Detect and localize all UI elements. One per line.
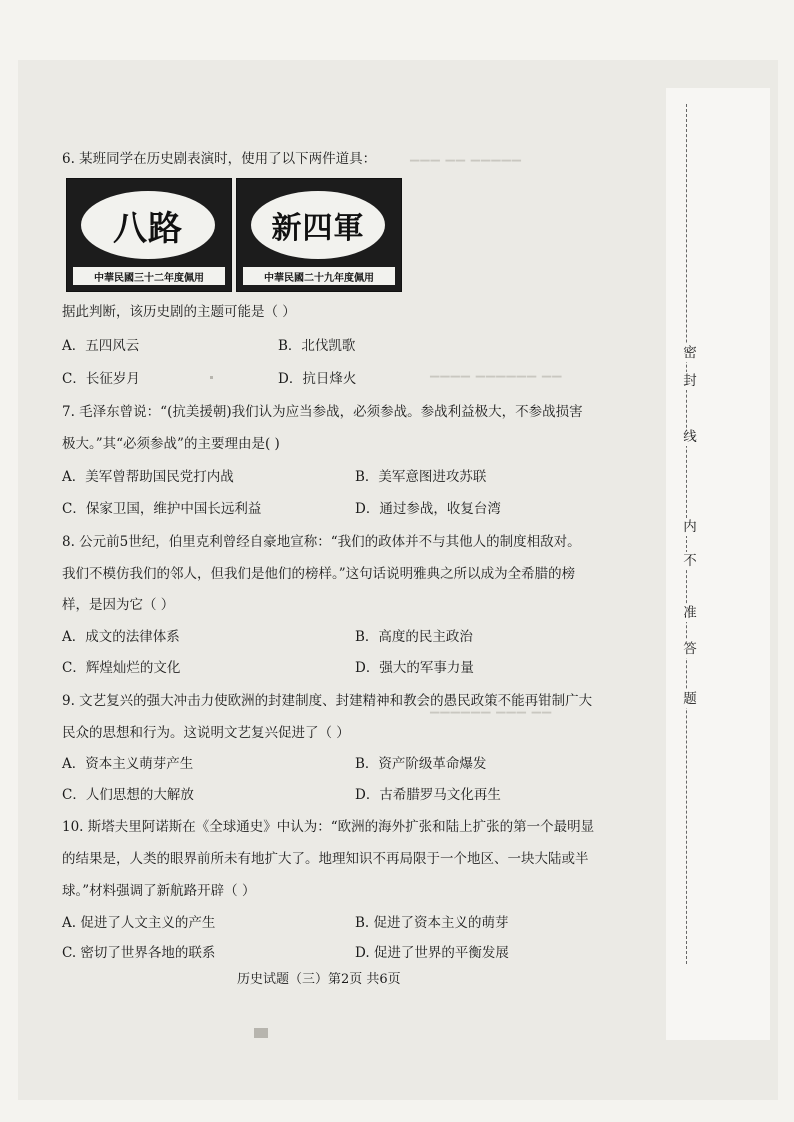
badge-title: 八路: [113, 208, 183, 249]
option-a: A．资本主义萌芽产生: [62, 756, 194, 772]
seal-char: 封: [681, 372, 699, 390]
option-b: B．资产阶级革命爆发: [355, 756, 487, 772]
question-9-stem-line1: 9. 文艺复兴的强大冲击力使欧洲的封建制度、封建精神和教会的愚民政策不能再钳制广大: [62, 693, 593, 709]
question-8-stem-line3: 样，是因为它（ ）: [62, 597, 175, 613]
option-d: D．强大的军事力量: [355, 660, 474, 676]
badge-title: 新四軍: [271, 211, 365, 246]
badge-balu: [66, 178, 232, 292]
option-d: D. 促进了世界的平衡发展: [355, 945, 509, 961]
question-6-prompt: 据此判断，该历史剧的主题可能是（ ）: [62, 304, 296, 320]
bleed-through-mark: ▔▔▔▔▔▔ ▔▔▔ ▔▔: [430, 712, 553, 726]
prop-badges: [66, 178, 400, 292]
option-d: D．通过参战，收复台湾: [355, 501, 501, 517]
option-a: A．五四风云: [62, 338, 140, 354]
option-c: C．保家卫国，维护中国长远利益: [62, 501, 262, 517]
option-b: B．美军意图进攻苏联: [355, 469, 487, 485]
question-10-stem-line2: 的结果是，人类的眼界前所未有地扩大了。地理知识不再局限于一个地区、一块大陆或半: [62, 851, 589, 867]
question-6-stem: 6. 某班同学在历史剧表演时，使用了以下两件道具：: [62, 151, 377, 167]
question-9-stem-line2: 民众的思想和行为。这说明文艺复兴促进了（ ）: [62, 725, 350, 741]
seal-char: 准: [681, 604, 699, 622]
option-d: D．古希腊罗马文化再生: [355, 787, 501, 803]
question-8-stem-line1: 8. 公元前5世纪，伯里克利曾经自豪地宣称：“我们的政体并不与其他人的制度相敌对。: [62, 534, 581, 550]
option-b: B．北伐凯歌: [278, 338, 356, 354]
option-a: A．美军曾帮助国民党打内战: [62, 469, 234, 485]
option-a: A．成文的法律体系: [62, 629, 180, 645]
question-7-stem-line1: 7. 毛泽东曾说：“(抗美援朝)我们认为应当参战，必须参战。参战利益极大，不参战损害: [62, 404, 583, 420]
question-8-stem-line2: 我们不模仿我们的邻人，但我们是他们的榜样。”这句话说明雅典之所以成为全希腊的榜: [62, 566, 576, 582]
option-c: C．人们思想的大解放: [62, 787, 194, 803]
seal-char: 密: [681, 344, 699, 362]
bleed-through-mark: ▔▔▔▔ ▔▔▔▔▔▔ ▔▔: [430, 376, 563, 390]
question-10-stem-line3: 球。”材料强调了新航路开辟（ ）: [62, 883, 256, 899]
option-b: B. 促进了资本主义的萌芽: [355, 915, 509, 931]
badge-caption: 中華民國三十二年度佩用: [73, 267, 225, 285]
question-7-stem-line2: 极大。”其“必须参战”的主要理由是( ): [62, 436, 280, 452]
badge-new-fourth-army: [236, 178, 402, 292]
seal-char: 内: [681, 518, 699, 536]
seal-char: 线: [681, 428, 699, 446]
scan-smudge: [210, 376, 213, 379]
bleed-through-mark: ▔▔▔ ▔▔ ▔▔▔▔▔: [410, 160, 522, 174]
option-c: C．长征岁月: [62, 371, 140, 387]
scan-smudge: [254, 1028, 268, 1038]
seal-char: 不: [681, 552, 699, 570]
option-c: C. 密切了世界各地的联系: [62, 945, 216, 961]
seal-char: 答: [681, 640, 699, 658]
question-10-stem-line1: 10. 斯塔夫里阿诺斯在《全球通史》中认为：“欧洲的海外扩张和陆上扩张的第一个最明显: [62, 819, 595, 835]
badge-caption: 中華民國二十九年度佩用: [243, 267, 395, 285]
page-footer: 历史试题（三）第2页 共6页: [237, 972, 401, 987]
option-c: C．辉煌灿烂的文化: [62, 660, 181, 676]
option-b: B．高度的民主政治: [355, 629, 473, 645]
option-a: A. 促进了人文主义的产生: [62, 915, 216, 931]
option-d: D．抗日烽火: [278, 371, 357, 387]
seal-char: 题: [681, 690, 699, 708]
